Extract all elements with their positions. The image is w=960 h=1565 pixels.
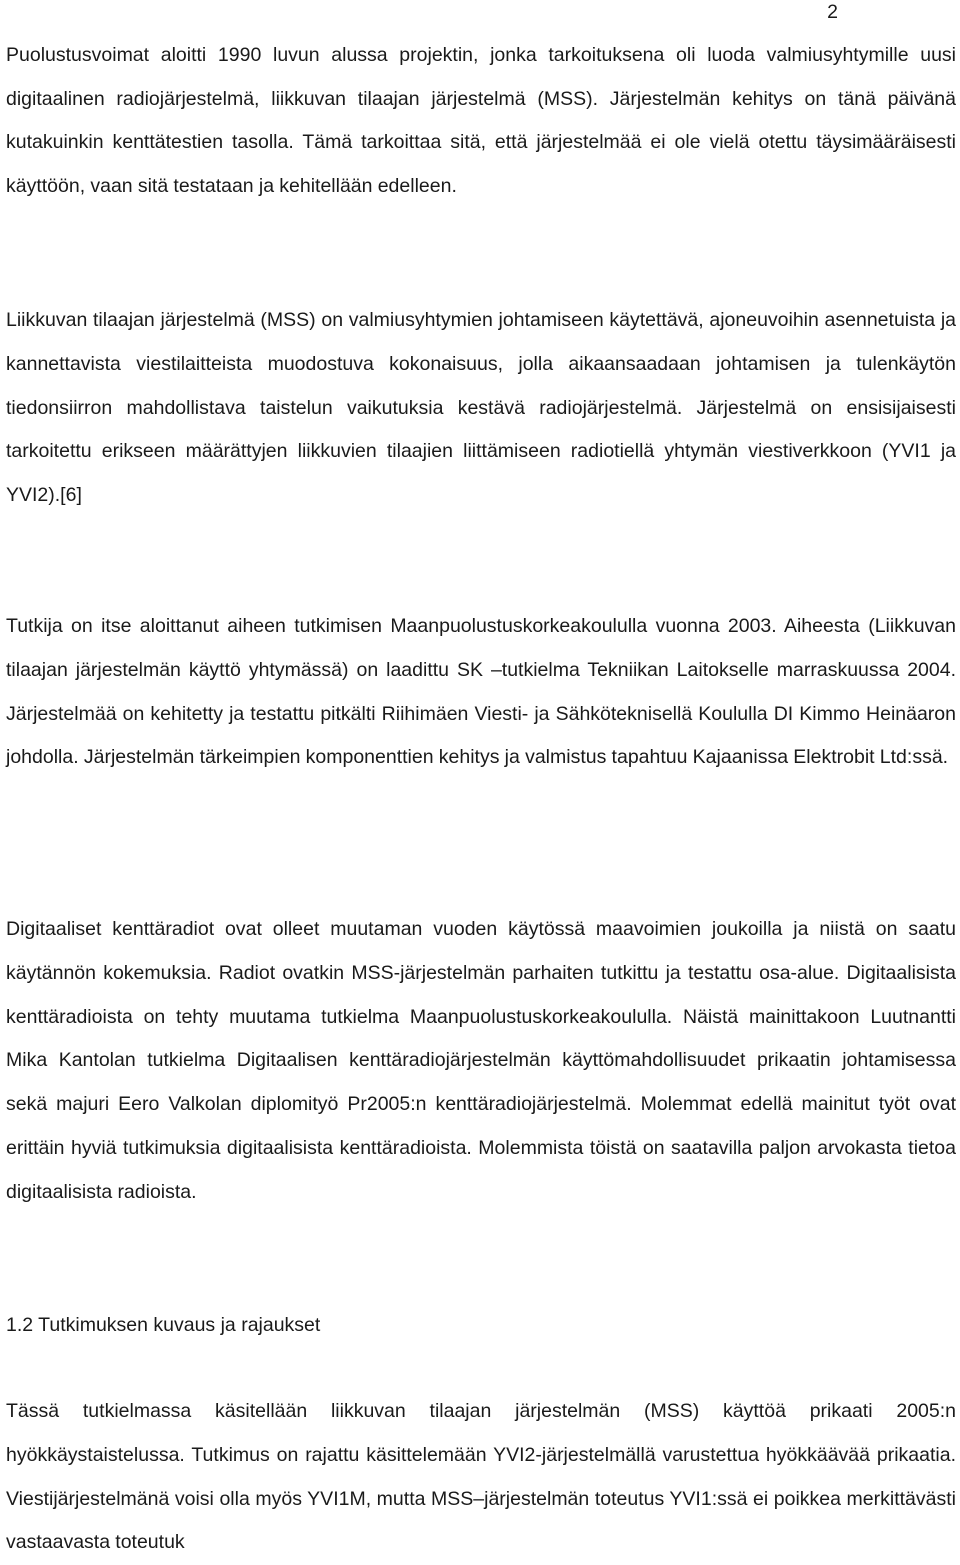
paragraph-2: Liikkuvan tilaajan järjestelmä (MSS) on valmiusyhtymien johtamiseen käytettävä, ajoneuvoihin asennetuista ja kannettavista viestilaitteista muodostuva kokonaisuus, jolla aikaansaadaan johtamisen ja tulenkäytön tiedonsiirron mahdollistava taistelun vaikutuksia kestävä radiojärjestelmä. Järjestelmä on ensisijaisesti tarkoitettu erikseen määrättyjen liikkuvien tilaajien liittämiseen radiotiellä yhtymän viestiverkkoon (YVI1 ja YVI2).[6] xyxy=(6,309,956,507)
paragraph-3: Tutkija on itse aloittanut aiheen tutkimisen Maanpuolustuskorkeakoululla vuonna 2003. Aiheesta (Liikkuvan tilaajan järjestelmän käyttö yhtymässä) on laadittu SK –tutkielma Tekniikan Laitokselle marraskuussa 2004. Järjestelmää on kehitetty ja testattu pitkälti Riihimäen Viesti- ja Sähköteknisellä Koululla DI Kimmo Heinäaron johdolla. Järjestelmän tärkeimpien komponenttien kehitys ja valmistus tapahtuu Kajaanissa Elektrobit Ltd:ssä. xyxy=(6,615,956,769)
section-paragraph: Tässä tutkielmassa käsitellään liikkuvan tilaajan järjestelmän (MSS) käyttöä prikaati 2005:n hyökkäystaistelussa. Tutkimus on rajattu käsittelemään YVI2-järjestelmällä varustettua hyökkäävää prikaatia. Viestijärjestelmänä voisi olla myös YVI1M, mutta MSS–järjestelmän toteutus YVI1:ssä ei poikkea merkittävästi vastaavasta toteutuk xyxy=(6,1400,956,1554)
document-page xyxy=(6,0,956,1561)
section-heading: 1.2 Tutkimuksen kuvaus ja rajaukset xyxy=(6,1314,321,1336)
paragraph-4: Digitaaliset kenttäradiot ovat olleet muutaman vuoden käytössä maavoimien joukoilla ja niistä on saatu käytännön kokemuksia. Radiot ovatkin MSS-järjestelmän parhaiten tutkittu ja testattu osa-alue. Digitaalisista kenttäradioista on tehty muutama tutkielma Maanpuolustuskorkeakoululla. Näistä mainittakoon Luutnantti Mika Kantolan tutkielma Digitaalisen kenttäradiojärjestelmän käyttömahdollisuudet prikaatin johtamisessa sekä majuri Eero Valkolan diplomityö Pr2005:n kenttäradiojärjestelmä. Molemmat edellä mainitut työt ovat erittäin hyviä tutkimuksia digitaalisista kenttäradioista. Molemmista töistä on saatavilla paljon arvokasta tietoa digitaalisista radioista. xyxy=(6,918,956,1203)
paragraph-1: Puolustusvoimat aloitti 1990 luvun alussa projektin, jonka tarkoituksena oli luoda valmiusyhtymille uusi digitaalinen radiojärjestelmä, liikkuvan tilaajan järjestelmä (MSS). Järjestelmän kehitys on tänä päivänä kutakuinkin kenttätestien tasolla. Tämä tarkoittaa sitä, että järjestelmää ei ole vielä otettu täysimääräisesti käyttöön, vaan sitä testataan ja kehitellään edelleen. xyxy=(6,44,956,197)
page-number: 2 xyxy=(827,1,838,23)
